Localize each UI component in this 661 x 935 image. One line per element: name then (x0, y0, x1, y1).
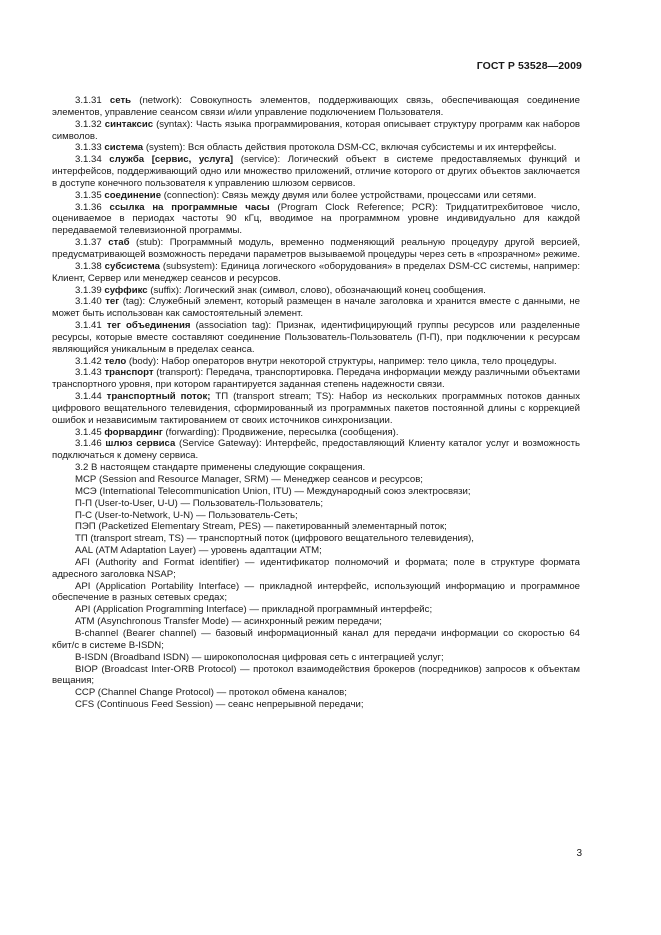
entry-definition: (forwarding): Продвижение, пересылка (сообщения). (162, 426, 399, 438)
definition-entry (52, 119, 580, 143)
entry-term: служба [сервис, услуга] (109, 154, 234, 166)
definitions-list (52, 95, 580, 462)
entry-number: 3.1.39 (75, 284, 102, 296)
entry-number: 3.1.46 (75, 438, 102, 450)
abbreviation-item: ATM (Asynchronous Transfer Mode) — асинхронный режим передачи; (75, 616, 382, 628)
abbreviation-item: CFS (Continuous Feed Session) — сеанс непрерывной передачи; (75, 699, 364, 711)
document-body (52, 95, 580, 711)
entry-definition: (transport): Передача, транспортировка. Передача информации между различными объектами транспортного уровня, при котором гарантируется заданная степень надежности связи. (52, 367, 580, 391)
definition-entry (52, 438, 580, 462)
entry-number: 3.1.41 (75, 320, 102, 332)
definition-entry (52, 320, 580, 356)
entry-term: транспортный поток; (106, 391, 211, 403)
definition-entry (52, 142, 580, 154)
entry-term: шлюз сервиса (105, 438, 176, 450)
definition-entry (52, 154, 580, 190)
entry-definition: (subsystem): Единица логического «оборудования» в пределах DSM-CC системы, например: Клиент, Сервер или менеджер сеансов и ресурсов. (52, 260, 580, 284)
entry-term: стаб (108, 237, 130, 249)
entry-definition: (tag): Служебный элемент, который размещен в начале заголовка и хранится вместе с данными, не может быть использован как самостоятельный элемент. (52, 296, 580, 320)
entry-definition: (body): Набор операторов внутри некоторой структуры, например: тело цикла, тело процедуры. (126, 355, 557, 367)
abbreviations-intro: 3.2 В настоящем стандарте применены следующие сокращения. (75, 462, 366, 474)
entry-number: 3.1.45 (75, 426, 102, 438)
abbreviation-item: API (Application Portability Interface) — прикладной интерфейс, использующий информацию и программное обеспечение в разных сетевых средах; (52, 580, 580, 604)
entry-number: 3.1.36 (75, 201, 102, 213)
abbreviation-item: API (Application Programming Interface) — прикладной программный интерфейс; (75, 604, 433, 616)
definition-entry (52, 367, 580, 391)
abbreviation-item: B-ISDN (Broadband ISDN) — широкополосная цифровая сеть с интеграцией услуг; (75, 651, 444, 663)
definition-entry (52, 261, 580, 285)
entry-definition: (suffix): Логический знак (символ, слово), обозначающий конец сообщения. (147, 284, 486, 296)
entry-term: синтаксис (104, 118, 154, 130)
entry-term: система (104, 142, 144, 154)
entry-definition: (network): Совокупность элементов, поддерживающих связь, обеспечивающая соединение элементов, управление сеансом связи и/или управление подключением Пользователя. (52, 95, 580, 118)
entry-term: транспорт (104, 367, 154, 379)
definition-entry (52, 391, 580, 427)
entry-term: ссылка на программные часы (109, 201, 270, 213)
abbreviation-item: B-channel (Bearer channel) — базовый информационный канал для передачи информации со скоростью 64 кбит/с в системе B-ISDN; (52, 627, 580, 651)
entry-number: 3.1.34 (75, 154, 102, 166)
definition-entry (52, 202, 580, 238)
entry-definition: (Service Gateway): Интерфейс, предоставляющий Клиенту каталог услуг и возможность подключаться к домену сервиса. (52, 438, 580, 462)
entry-definition: (connection): Связь между двумя или более устройствами, процессами или сетями. (161, 189, 537, 201)
entry-number: 3.1.31 (75, 95, 102, 106)
abbreviation-item: CCP (Channel Change Protocol) — протокол обмена каналов; (75, 687, 347, 699)
abbreviations-list (52, 474, 580, 711)
entry-number: 3.1.32 (75, 118, 102, 130)
abbreviation-item: AAL (ATM Adaptation Layer) — уровень адаптации АТМ; (75, 545, 322, 557)
standard-header: ГОСТ Р 53528—2009 (476, 60, 582, 72)
entry-number: 3.1.42 (75, 355, 102, 367)
entry-term: суффикс (104, 284, 148, 296)
entry-definition: (Program Clock Reference; PCR): Тридцатитрехбитовое число, оцениваемое в периодах частоты 90 кГц, вводимое на программном уровне индивидуально для каждой передаваемой телевизионной программы. (52, 201, 580, 237)
entry-term: соединение (104, 189, 162, 201)
entry-term: тег объединения (106, 320, 191, 332)
entry-term: тег (105, 296, 120, 308)
entry-term: субсистема (104, 260, 160, 272)
entry-term: тело (104, 355, 127, 367)
definition-entry (52, 427, 580, 439)
definition-entry (52, 237, 580, 261)
entry-number: 3.1.37 (75, 237, 102, 249)
entry-definition: (stub): Программный модуль, временно подменяющий реальную процедуру другой версией, предусматривающей возможность передачи параметров вызываемой процедуры через сеть в «прозрачном» режиме. (52, 237, 581, 260)
entry-number: 3.1.38 (75, 260, 102, 272)
entry-number: 3.1.33 (75, 142, 102, 154)
entry-term: сеть (109, 95, 132, 106)
abbreviation-item: П-С (User-to-Network, U-N) — Пользователь-Сеть; (75, 509, 298, 521)
abbreviation-item: AFI (Authority and Format identifier) — идентификатор полномочий и формата; поле в структуре формата адресного заголовка NSAP; (52, 556, 580, 580)
abbreviation-item: П-П (User-to-User, U-U) — Пользователь-Пользователь; (75, 497, 324, 509)
page-number: 3 (576, 848, 582, 859)
entry-definition: ТП (transport stream; TS): Набор из нескольких программных потоков данных цифрового вещательного телевидения, сформированный из программных пакетов постоянной длины с коррекцией ошибок и независимым тактированием от своих источников синхронизации. (52, 391, 580, 426)
abbreviation-item: МСЭ (International Telecommunication Union, ITU) — Международный союз электросвязи; (75, 485, 471, 497)
entry-definition: (service): Логический объект в системе предоставляемых функций и интерфейсов, поддерживающий одно или множество приложений, отличие которого от других объектов заключается в доступе конечного пользователя к управлению шлюзом сервисов. (52, 154, 580, 189)
abbreviation-item: ПЭП (Packetized Elementary Stream, PES) — пакетированный элементарный поток; (75, 521, 447, 533)
abbreviation-item: BIOP (Broadcast Inter-ORB Protocol) — протокол взаимодействия брокеров (посредников) запросов к объектам вещания; (52, 663, 580, 687)
abbreviation-item: ТП (transport stream, TS) — транспортный поток (цифрового вещательного телевидения), (75, 533, 474, 545)
entry-term: форвардинг (104, 426, 163, 438)
definition-entry (52, 296, 580, 320)
abbreviation-item: МСР (Session and Resource Manager, SRM) — Менеджер сеансов и ресурсов; (75, 474, 423, 485)
entry-number: 3.1.44 (75, 391, 102, 403)
definition-entry (52, 95, 580, 119)
entry-definition: (system): Вся область действия протокола DSM-CC, включая субсистемы и их интерфейсы. (143, 142, 557, 154)
entry-number: 3.1.35 (75, 189, 102, 201)
definition-entry (52, 356, 580, 368)
entry-number: 3.1.43 (75, 367, 102, 379)
entry-number: 3.1.40 (75, 296, 102, 308)
definition-entry (52, 285, 580, 297)
entry-definition: (association tag): Признак, идентифицирующий группы ресурсов или разделенные ресурсы, которые вместе составляют соединение Пользователь-Пользователь (П-П), при подключении к ресурсам являющийся уникальным в пределах сеанса. (52, 320, 581, 355)
definition-entry (52, 190, 580, 202)
entry-definition: (syntax): Часть языка программирования, которая описывает структуру программ как наборов символов. (52, 118, 581, 142)
